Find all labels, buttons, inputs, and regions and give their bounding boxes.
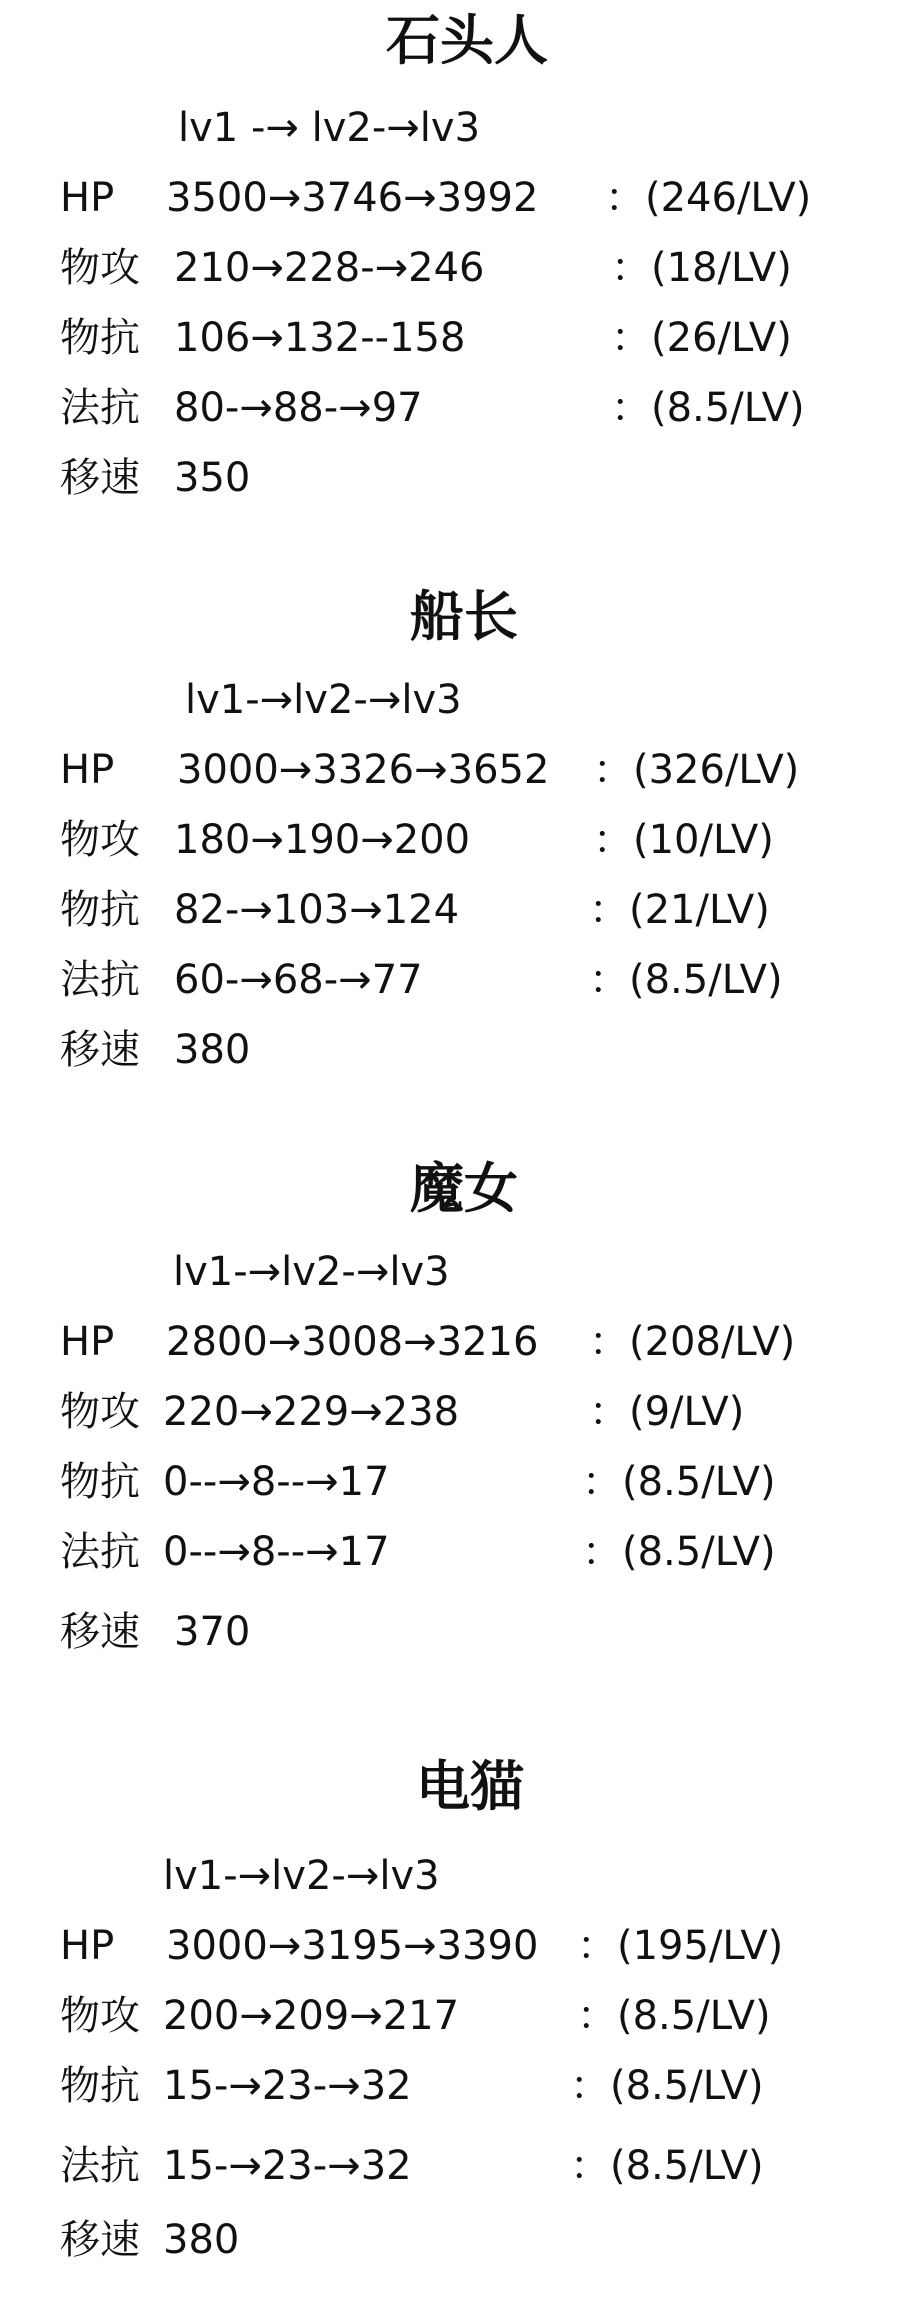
stat-label-physical-attack: 物攻 bbox=[60, 817, 140, 863]
stat-value-move-speed: 350 bbox=[174, 455, 251, 501]
stat-label-hp: HP bbox=[60, 175, 115, 221]
stat-label-move-speed: 移速 bbox=[60, 455, 140, 501]
stat-rate-magic-resist: ：(8.5/LV) bbox=[611, 385, 805, 431]
stat-label-physical-attack: 物攻 bbox=[60, 245, 140, 291]
stat-label-move-speed: 移速 bbox=[60, 1027, 140, 1073]
level-progression: lv1 -→ lv2-→lv3 bbox=[178, 105, 481, 151]
stat-rate-physical-resist: ：(21/LV) bbox=[589, 887, 770, 933]
stat-value-magic-resist: 15-→23-→32 bbox=[163, 2143, 412, 2189]
stat-value-move-speed: 380 bbox=[163, 2217, 240, 2263]
stat-label-hp: HP bbox=[60, 747, 115, 793]
stat-label-physical-resist: 物抗 bbox=[60, 1459, 140, 1505]
stat-label-move-speed: 移速 bbox=[60, 2217, 140, 2263]
stat-rate-physical-resist: ：(8.5/LV) bbox=[570, 2063, 764, 2109]
level-progression: lv1-→lv2-→lv3 bbox=[173, 1249, 450, 1295]
stat-value-hp: 3000→3326→3652 bbox=[177, 747, 550, 793]
stat-rate-magic-resist: ：(8.5/LV) bbox=[582, 1529, 776, 1575]
stat-value-move-speed: 380 bbox=[174, 1027, 251, 1073]
stat-label-hp: HP bbox=[60, 1319, 115, 1365]
stat-value-magic-resist: 60-→68-→77 bbox=[174, 957, 423, 1003]
stat-value-physical-resist: 0--→8--→17 bbox=[163, 1459, 390, 1505]
stat-value-hp: 3500→3746→3992 bbox=[166, 175, 539, 221]
stat-label-hp: HP bbox=[60, 1923, 115, 1969]
stat-rate-physical-attack: ：(8.5/LV) bbox=[577, 1993, 771, 2039]
stat-label-physical-attack: 物攻 bbox=[60, 1993, 140, 2039]
stat-value-magic-resist: 80-→88-→97 bbox=[174, 385, 423, 431]
stat-rate-physical-resist: ：(26/LV) bbox=[611, 315, 792, 361]
stat-label-physical-resist: 物抗 bbox=[60, 2063, 140, 2109]
stat-value-hp: 3000→3195→3390 bbox=[166, 1923, 539, 1969]
stat-value-physical-attack: 210→228-→246 bbox=[174, 245, 485, 291]
section-title: 电猫 bbox=[416, 1755, 524, 1818]
stat-value-move-speed: 370 bbox=[174, 1609, 251, 1655]
stat-rate-magic-resist: ：(8.5/LV) bbox=[589, 957, 783, 1003]
stat-value-physical-resist: 106→132--158 bbox=[174, 315, 466, 361]
stat-value-physical-attack: 200→209→217 bbox=[163, 1993, 460, 2039]
stat-value-physical-attack: 180→190→200 bbox=[174, 817, 471, 863]
stat-label-physical-resist: 物抗 bbox=[60, 315, 140, 361]
stat-value-physical-resist: 82-→103→124 bbox=[174, 887, 460, 933]
stat-label-physical-resist: 物抗 bbox=[60, 887, 140, 933]
stat-value-physical-resist: 15-→23-→32 bbox=[163, 2063, 412, 2109]
stat-rate-hp: ：(195/LV) bbox=[577, 1923, 784, 1969]
stat-rate-hp: ：(326/LV) bbox=[593, 747, 800, 793]
level-progression: lv1-→lv2-→lv3 bbox=[163, 1853, 440, 1899]
stat-label-magic-resist: 法抗 bbox=[60, 1529, 140, 1575]
section-title: 魔女 bbox=[410, 1157, 518, 1220]
stat-label-magic-resist: 法抗 bbox=[60, 957, 140, 1003]
stat-rate-physical-attack: ：(18/LV) bbox=[611, 245, 792, 291]
stat-rate-magic-resist: ：(8.5/LV) bbox=[570, 2143, 764, 2189]
stat-label-magic-resist: 法抗 bbox=[60, 2143, 140, 2189]
stat-value-magic-resist: 0--→8--→17 bbox=[163, 1529, 390, 1575]
section-title: 船长 bbox=[410, 585, 518, 648]
stat-label-move-speed: 移速 bbox=[60, 1609, 140, 1655]
section-title: 石头人 bbox=[386, 9, 548, 72]
stat-rate-physical-resist: ：(8.5/LV) bbox=[582, 1459, 776, 1505]
stat-value-physical-attack: 220→229→238 bbox=[163, 1389, 460, 1435]
stat-rate-hp: ：(246/LV) bbox=[605, 175, 812, 221]
stat-rate-hp: ：(208/LV) bbox=[589, 1319, 796, 1365]
level-progression: lv1-→lv2-→lv3 bbox=[185, 677, 462, 723]
stat-label-magic-resist: 法抗 bbox=[60, 385, 140, 431]
stat-label-physical-attack: 物攻 bbox=[60, 1389, 140, 1435]
stat-value-hp: 2800→3008→3216 bbox=[166, 1319, 539, 1365]
stat-rate-physical-attack: ：(10/LV) bbox=[593, 817, 774, 863]
stat-rate-physical-attack: ：(9/LV) bbox=[589, 1389, 745, 1435]
